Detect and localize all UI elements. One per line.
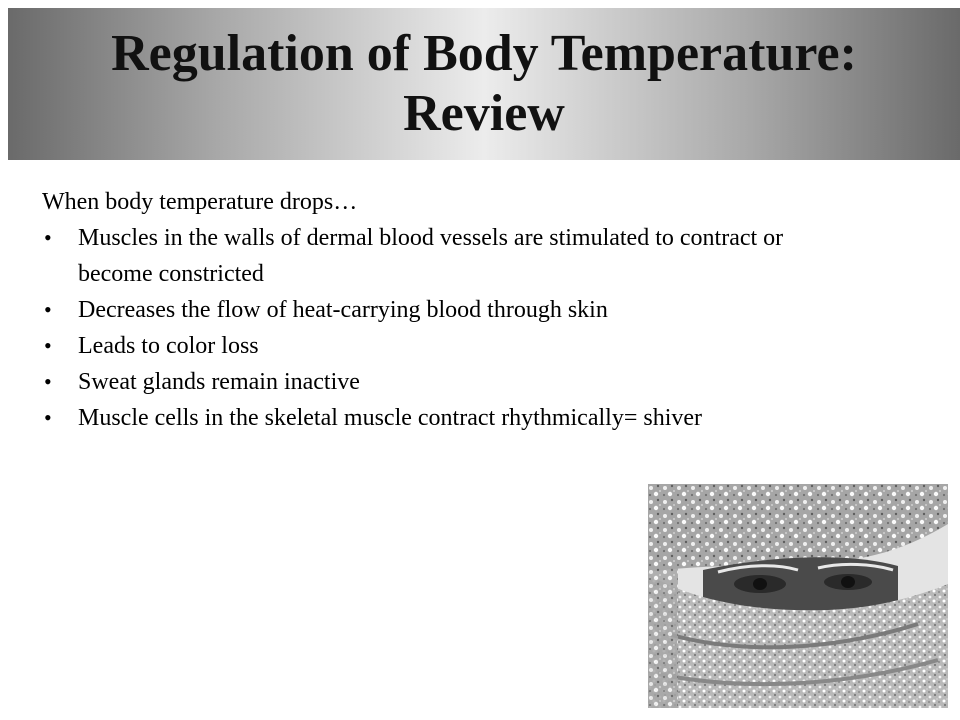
frost-face-photo [648, 484, 948, 708]
bullet-list [42, 220, 862, 436]
bullet-icon: • [44, 333, 52, 358]
bullet-item [42, 328, 862, 364]
bullet-item [42, 220, 862, 292]
bullet-text: Decreases the flow of heat-carrying blood through skin [78, 297, 608, 323]
bullet-item [42, 400, 862, 436]
bullet-icon: • [44, 225, 52, 250]
title-line-2: Review [403, 85, 565, 142]
slide-body [42, 184, 862, 436]
bullet-text: Muscles in the walls of dermal blood vessels are stimulated to contract or become constricted [78, 225, 784, 287]
bullet-text: Muscle cells in the skeletal muscle contract rhythmically= shiver [78, 405, 703, 431]
bullet-icon: • [44, 369, 52, 394]
title-line-1: Regulation of Body Temperature: [111, 25, 857, 82]
intro-text: When body temperature drops… [42, 189, 358, 215]
title-banner [8, 8, 960, 160]
bullet-item [42, 364, 862, 400]
bullet-icon: • [44, 405, 52, 430]
slide-title [111, 24, 857, 144]
frost-face-illustration [648, 484, 948, 708]
bullet-text: Sweat glands remain inactive [78, 369, 360, 395]
bullet-text: Leads to color loss [78, 333, 259, 359]
bullet-icon: • [44, 297, 52, 322]
bullet-item [42, 292, 862, 328]
